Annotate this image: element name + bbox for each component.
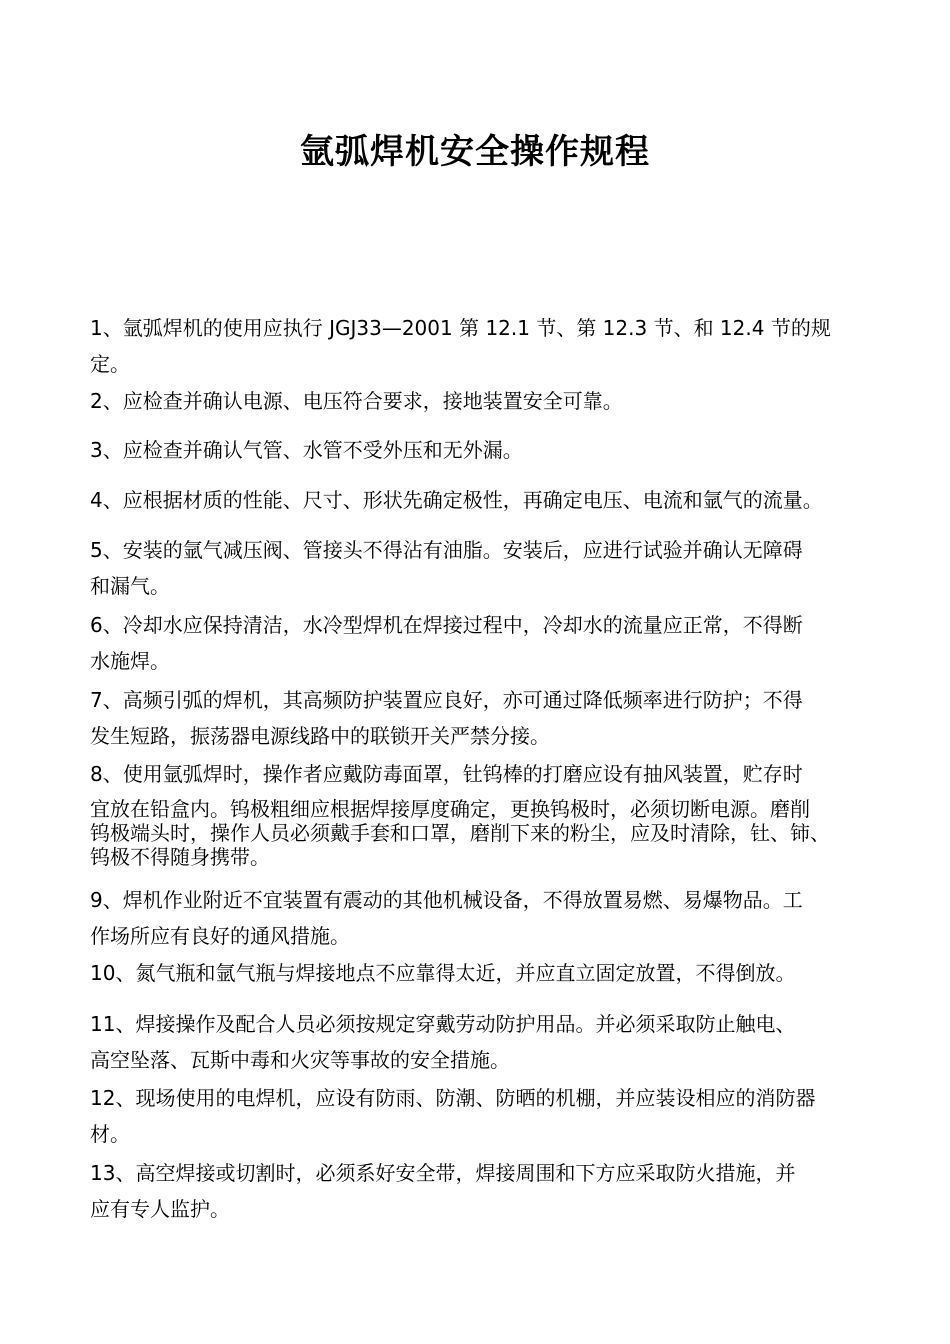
rule-line: 定。 bbox=[90, 352, 130, 376]
rule-line: 9、焊机作业附近不宜装置有震动的其他机械设备，不得放置易燃、易爆物品。工 bbox=[90, 888, 803, 912]
rule-line: 高空坠落、瓦斯中毒和火灾等事故的安全措施。 bbox=[90, 1048, 510, 1072]
rule-line: 宜放在铅盒内。钨极粗细应根据焊接厚度确定，更换钨极时，必须切断电源。磨削 bbox=[90, 797, 810, 821]
rule-line: 5、安装的氩气减压阀、管接头不得沾有油脂。安装后，应进行试验并确认无障碍 bbox=[90, 538, 803, 562]
rule-line: 钨极端头时，操作人员必须戴手套和口罩，磨削下来的粉尘，应及时清除，钍、铈、 bbox=[90, 821, 830, 845]
rule-line: 11、焊接操作及配合人员必须按规定穿戴劳动防护用品。并必须采取防止触电、 bbox=[90, 1012, 796, 1036]
rule-line: 10、氮气瓶和氩气瓶与焊接地点不应靠得太近，并应直立固定放置，不得倒放。 bbox=[90, 961, 796, 985]
page-title: 氩弧焊机安全操作规程 bbox=[300, 132, 650, 172]
rule-line: 钨极不得随身携带。 bbox=[90, 845, 270, 869]
rule-2 bbox=[90, 383, 902, 419]
rule-line: 6、冷却水应保持清洁，水冷型焊机在焊接过程中，冷却水的流量应正常，不得断 bbox=[90, 613, 803, 637]
rule-3 bbox=[90, 432, 902, 468]
rule-line: 作场所应有良好的通风措施。 bbox=[90, 924, 350, 948]
rule-4 bbox=[90, 482, 902, 518]
rule-line: 水施焊。 bbox=[90, 649, 170, 673]
rule-line: 4、应根据材质的性能、尺寸、形状先确定极性，再确定电压、电流和氩气的流量。 bbox=[90, 488, 823, 512]
rule-line: 2、应检查并确认电源、电压符合要求，接地装置安全可靠。 bbox=[90, 389, 623, 413]
rule-line: 12、现场使用的电焊机，应设有防雨、防潮、防晒的机棚，并应装设相应的消防器 bbox=[90, 1086, 816, 1110]
rule-8-continued bbox=[90, 797, 902, 869]
rule-line: 和漏气。 bbox=[90, 574, 170, 598]
rule-line: 应有专人监护。 bbox=[90, 1197, 230, 1221]
rule-13 bbox=[90, 1155, 902, 1227]
rule-6 bbox=[90, 607, 902, 679]
rule-1 bbox=[90, 310, 902, 382]
rule-line: 8、使用氩弧焊时，操作者应戴防毒面罩，钍钨棒的打磨应设有抽风装置，贮存时 bbox=[90, 762, 803, 786]
rule-5 bbox=[90, 532, 902, 604]
rule-11 bbox=[90, 1006, 902, 1078]
rule-line: 3、应检查并确认气管、水管不受外压和无外漏。 bbox=[90, 438, 523, 462]
rule-line: 7、高频引弧的焊机，其高频防护装置应良好，亦可通过降低频率进行防护；不得 bbox=[90, 688, 803, 712]
rule-7 bbox=[90, 682, 902, 754]
rule-9 bbox=[90, 882, 902, 954]
rule-line: 发生短路，振荡器电源线路中的联锁开关严禁分接。 bbox=[90, 724, 550, 748]
rule-12 bbox=[90, 1080, 902, 1152]
rule-10 bbox=[90, 955, 902, 991]
rule-8 bbox=[90, 756, 902, 792]
rule-line: 13、高空焊接或切割时，必须系好安全带，焊接周围和下方应采取防火措施，并 bbox=[90, 1161, 796, 1185]
rule-line: 材。 bbox=[90, 1122, 130, 1146]
rule-line: 1、氩弧焊机的使用应执行 JGJ33—2001 第 12.1 节、第 12.3 节、和 12.4 节的规 bbox=[90, 316, 831, 340]
